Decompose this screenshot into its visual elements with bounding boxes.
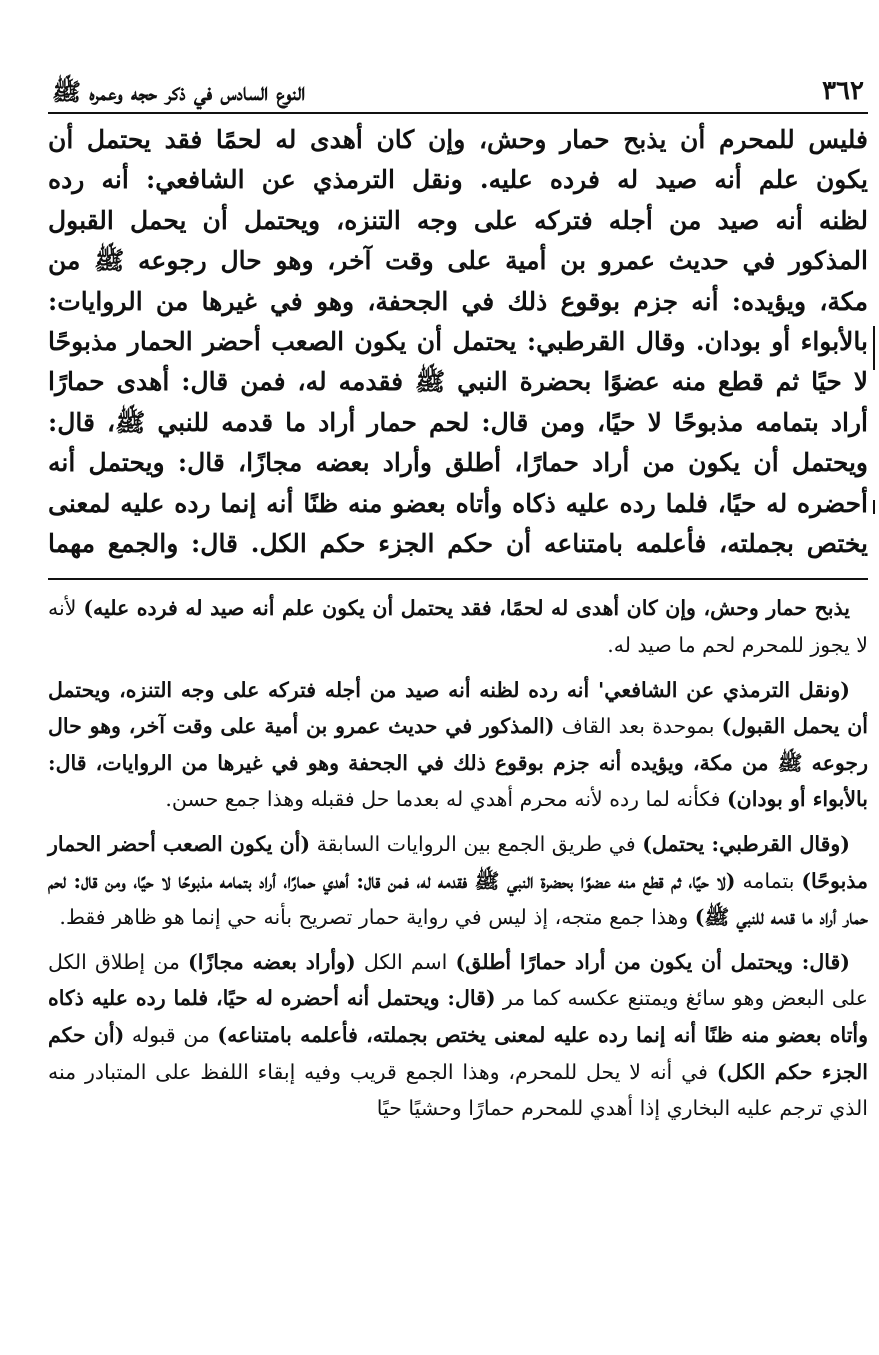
main-text-line: لا حيًا ثم قطع منه عضوًا بحضرة النبي ﷺ فقدمه له، فمن قال: أهدى حمارًا [48, 367, 868, 397]
commentary-gloss: في أنه لا يحل للمحرم، وهذا الجمع قريب وفيه إبقاء اللفظ على المتبادر منه الذي ترجم عليه البخاري إذا أهدي للمحرم حمارًا وحشيًا حيًا [48, 1059, 868, 1121]
quoted-matn: (ونقل الترمذي عن الشافعي' أنه رده لظنه أنه صيد من أجله فتركه على وجه التنزه، ويحتمل أن يحمل القبول) [48, 677, 868, 739]
running-header [48, 60, 868, 104]
commentary-gloss: في طريق الجمع بين الروايات السابقة [310, 832, 643, 857]
main-text-line: فليس للمحرم أن يذبح حمار وحش، وإن كان أهدى له لحمًا فقد يحتمل أن [48, 125, 868, 154]
commentary-gloss: لأنه لا يجوز للمحرم لحم ما صيد له. [48, 596, 868, 658]
quoted-matn: (وأراد بعضه مجازًا) [188, 949, 356, 974]
main-text-line: يختص بجملته، فأعلمه بامتناعه أن حكم الجزء حكم الكل. قال: والجمع مهما [48, 529, 868, 559]
commentary-paragraph [48, 590, 868, 663]
main-text-line: أحضره له حيًا، فلما رده عليه ذكاه وأتاه بعضو منه ظنًا أنه إنما رده عليه لمعنى [48, 488, 868, 518]
commentary-gloss: من قبوله [124, 1023, 218, 1047]
page-number: ٣٦٢ [822, 76, 864, 106]
book-page [48, 60, 868, 1135]
margin-mark [873, 326, 875, 370]
main-text-line: مكة، ويؤيده: أنه جزم بوقوع ذلك في الجحفة، وهو في غيرها من الروايات: [48, 286, 868, 316]
main-text-line: بالأبواء أو بودان. وقال القرطبي: يحتمل أن يكون الصعب أحضر الحمار مذبوحًا [48, 327, 868, 357]
commentary-paragraph [48, 826, 868, 936]
quoted-matn: (قال: ويحتمل أن يكون من أراد حمارًا أطلق) [455, 949, 850, 974]
commentary-paragraph [48, 672, 868, 818]
main-text-line: لظنه أنه صيد من أجله فتركه على وجه التنزه، ويحتمل أن يحمل القبول [48, 205, 868, 235]
main-text [48, 120, 868, 564]
commentary-paragraph [48, 944, 868, 1127]
main-text-line: ويحتمل أن يكون من أراد حمارًا، أطلق وأراد بعضه مجازًا، قال: ويحتمل أنه [48, 448, 868, 478]
quoted-matn: (المذكور في حديث عمرو بن أمية على وقت آخر، وهو حال رجوعه ﷺ من مكة، ويؤيده أنه جزم بوقوع ذلك في الجحفة وهو في غيرها من الروايات، قال: بالأبواء أو بودان) [48, 714, 868, 812]
commentary-gloss: اسم الكل [355, 949, 456, 974]
commentary-gloss: وهذا جمع متجه، إذ ليس في رواية حمار تصريح بأنه حي إنما هو ظاهر فقط. [59, 905, 695, 930]
main-text-line: المذكور في حديث عمرو بن أمية على وقت آخر، وهو حال رجوعه ﷺ من [48, 246, 868, 276]
main-text-line: يكون علم أنه صيد له فرده عليه. ونقل الترمذي عن الشافعي: أنه رده [48, 165, 868, 195]
quoted-matn: (أن يكون الصعب أحضر الحمار مذبوحًا) [48, 832, 869, 893]
quoted-matn: (قال: ويحتمل أنه أحضره له حيًا، فلما رده عليه ذكاه وأتاه بعضو منه ظنًا أنه إنما رده عليه لمعنى يختص بجملته، فأعلمه بامتناعه) [48, 986, 868, 1047]
quoted-matn: (لا حيًا، ثم قطع منه عضوًا بحضرة النبي ﷺ فقدمه له، فمن قال: أهدي حمارًا، أراد بتمامه مذبوحًا لا حيًا، ومن قال: لحم حمار أراد ما قدمه للنبي ﷺ) [48, 868, 868, 930]
header-rule [48, 112, 868, 114]
quoted-matn: (وقال القرطبي: يحتمل) [642, 832, 851, 857]
commentary-gloss: فكأنه لما رده لأنه محرم أهدي له بعدما حل فقبله وهذا جمع حسن. [165, 787, 727, 812]
margin-mark [873, 500, 875, 514]
commentary-gloss: من إطلاق الكل على البعض وهو سائغ ويمتنع عكسه كما مر [48, 949, 868, 1011]
chapter-title: النوع السادس في ذكر حجه وعمره ﷺ [52, 77, 306, 106]
quoted-matn: يذبح حمار وحش، وإن كان أهدى له لحمًا، فقد يحتمل أن يكون علم أنه صيد له فرده عليه) [83, 596, 850, 621]
commentary-separator [48, 578, 868, 580]
commentary-gloss: بموحدة بعد القاف [554, 714, 722, 739]
commentary-text [48, 590, 868, 1126]
commentary-gloss: بتمامه [735, 868, 802, 893]
main-text-line: أراد بتمامه مذبوحًا لا حيًا، ومن قال: لحم حمار أراد ما قدمه للنبي ﷺ، قال: [48, 407, 868, 437]
quoted-matn: (أن حكم الجزء حكم الكل) [48, 1023, 868, 1084]
